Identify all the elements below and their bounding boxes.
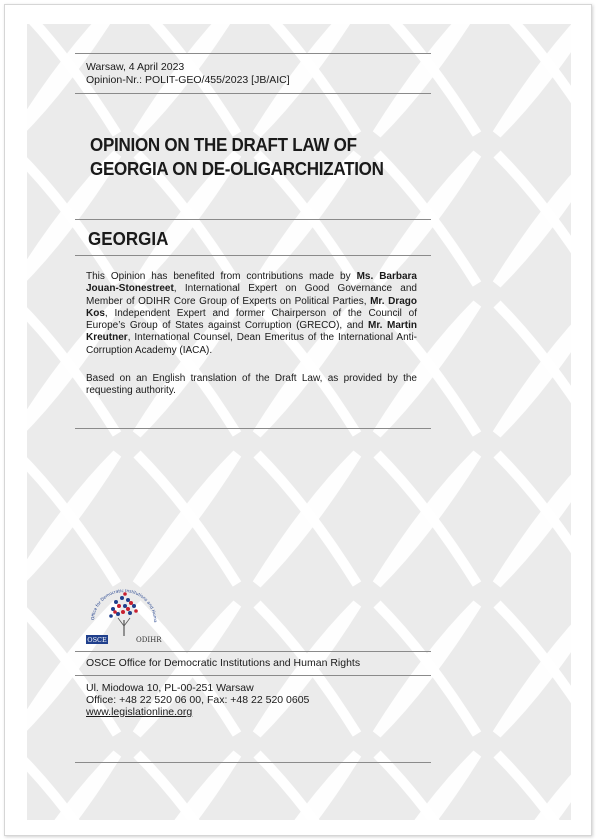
website-link[interactable]: www.legislationline.org <box>86 706 193 718</box>
odihr-label: ODIHR <box>136 636 162 644</box>
osce-label: OSCE <box>87 636 107 644</box>
contributions-paragraph <box>86 271 417 357</box>
contrib-text-3: , Independent Expert and former Chairperson of the Council of Europe’s Group of States against Corruption (GRECO), and <box>86 307 417 332</box>
footer-top-rule <box>75 651 431 652</box>
tree-icon <box>109 592 138 636</box>
logo-ring-text: Office for Democratic Institutions and Huma <box>90 587 159 623</box>
footer-phone-fax: Office: +48 22 520 06 00, Fax: +48 22 520 0605 <box>86 694 310 706</box>
contrib-text-4: , International Counsel, Dean Emeritus of the International Anti-Corruption Academy (IACA). <box>86 332 417 356</box>
footer-address: Ul. Miodowa 10, PL-00-251 Warsaw <box>86 682 254 694</box>
footer-bottom-rule <box>75 762 431 763</box>
svg-text:Office for Democratic Institut <box>84 578 158 623</box>
opinion-number: Opinion-Nr.: POLIT-GEO/455/2023 [JB/AIC] <box>86 74 290 86</box>
translation-note: Based on an English translation of the Draft Law, as provided by the requesting authority. <box>86 373 417 397</box>
title-line-2: GEORGIA ON DE-OLIGARCHIZATION <box>90 158 384 179</box>
country-bottom-rule <box>75 255 431 256</box>
section-rule <box>75 428 431 429</box>
title-line-1: OPINION ON THE DRAFT LAW OF <box>90 134 357 155</box>
odihr-logo <box>84 578 166 648</box>
date-line: Warsaw, 4 April 2023 <box>86 61 185 73</box>
contributor-name-3: Mr. Martin Kreutner <box>86 320 417 344</box>
contrib-text-1: This Opinion has benefited from contributions made by <box>86 271 357 282</box>
page-title <box>90 133 384 181</box>
country-top-rule <box>75 219 431 220</box>
header-rule <box>75 93 431 94</box>
footer-organization: OSCE Office for Democratic Institutions and Human Rights <box>86 657 361 669</box>
top-rule <box>75 53 431 54</box>
contributor-name-2: Mr. Drago Kos <box>86 295 417 319</box>
country-heading: GEORGIA <box>88 228 169 249</box>
contributor-name-1: Ms. Barbara Jouan-Stonestreet <box>86 271 417 295</box>
footer-mid-rule <box>75 675 431 676</box>
contrib-text-2: , International Expert on Good Governance and Member of ODIHR Core Group of Experts on Political Parties, <box>86 283 417 307</box>
